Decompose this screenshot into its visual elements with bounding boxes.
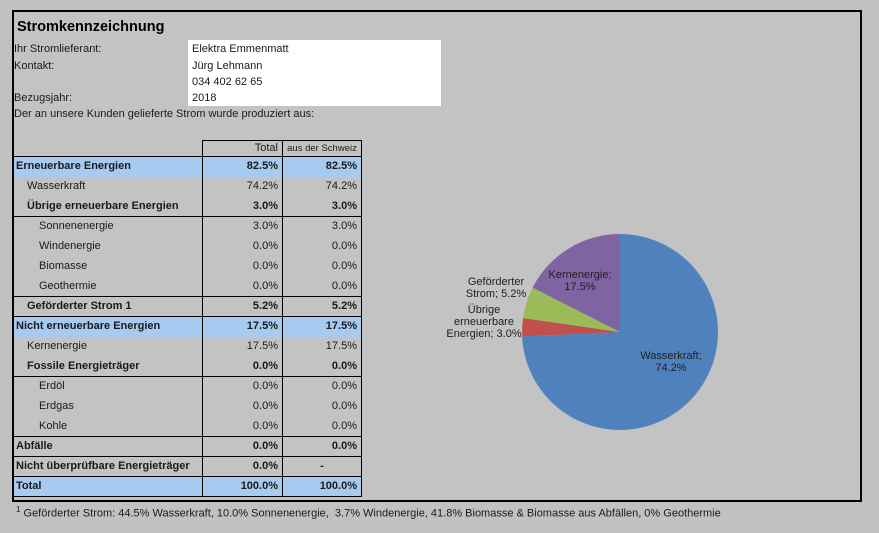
table-row <box>14 237 362 257</box>
table-row <box>14 457 362 477</box>
table-row <box>14 177 362 197</box>
footnote-text: Geförderter Strom: 44.5% Wasserkraft, 10.0% Sonnenenergie, 3.7% Windenergie, 41.8% Biomasse & Biomasse aus Abfällen, 0% Geothermie <box>20 507 721 520</box>
supplier-label: Ihr Stromlieferant: <box>14 43 102 55</box>
cell-swiss[interactable]: 0.0% <box>283 237 362 257</box>
cell-total[interactable]: 17.5% <box>202 337 283 357</box>
pie-label-0: Wasserkraft; 74.2% <box>640 350 702 374</box>
row-label[interactable]: Nicht erneuerbare Energien <box>16 320 161 332</box>
contact-name-value[interactable]: Jürg Lehmann <box>192 60 263 72</box>
table-row <box>14 297 362 317</box>
table-row <box>14 337 362 357</box>
cell-swiss[interactable]: 0.0% <box>283 437 362 456</box>
contact-label: Kontakt: <box>14 60 55 72</box>
row-label[interactable]: Übrige erneuerbare Energien <box>27 200 179 212</box>
table-body <box>14 156 362 497</box>
table-row <box>14 317 362 337</box>
row-label[interactable]: Erdgas <box>39 400 74 412</box>
pie-label-2: Geförderter Strom; 5.2% <box>465 276 527 300</box>
table-row <box>14 157 362 177</box>
cell-swiss[interactable]: 17.5% <box>283 337 362 357</box>
cell-swiss[interactable]: 17.5% <box>283 317 362 337</box>
cell-total[interactable]: 17.5% <box>202 317 283 337</box>
cell-total[interactable]: 0.0% <box>202 437 283 456</box>
cell-total[interactable]: 0.0% <box>202 357 283 376</box>
supplier-value[interactable]: Elektra Emmenmatt <box>192 43 289 55</box>
cell-swiss[interactable]: 0.0% <box>283 397 362 417</box>
table-row <box>14 257 362 277</box>
cell-total[interactable]: 82.5% <box>202 157 283 177</box>
row-label[interactable]: Geförderter Strom 1 <box>27 300 132 312</box>
table-row <box>14 397 362 417</box>
contact-phone-value[interactable]: 034 402 62 65 <box>192 76 263 88</box>
row-label[interactable]: Erdöl <box>39 380 65 392</box>
row-label[interactable]: Total <box>16 480 42 492</box>
cell-swiss[interactable]: 100.0% <box>283 477 362 496</box>
cell-total[interactable]: 0.0% <box>202 417 283 436</box>
cell-total[interactable]: 5.2% <box>202 297 283 316</box>
year-value[interactable]: 2018 <box>192 92 217 104</box>
intro-text: Der an unsere Kunden gelieferte Strom wurde produziert aus: <box>14 108 315 120</box>
row-label[interactable]: Erneuerbare Energien <box>16 160 131 172</box>
table-row <box>14 437 362 457</box>
cell-swiss[interactable]: 0.0% <box>283 257 362 277</box>
table-row <box>14 417 362 437</box>
cell-swiss[interactable]: 0.0% <box>283 277 362 296</box>
cell-total[interactable]: 100.0% <box>202 477 283 496</box>
pie-label-1: Übrige erneuerbare Energien; 3.0% <box>446 304 522 340</box>
table-row <box>14 197 362 217</box>
row-label[interactable]: Nicht überprüfbare Energieträger <box>16 460 190 472</box>
table-row <box>14 377 362 397</box>
cell-swiss[interactable]: 74.2% <box>283 177 362 197</box>
cell-total[interactable]: 3.0% <box>202 217 283 237</box>
cell-swiss[interactable]: 0.0% <box>283 417 362 436</box>
row-label[interactable]: Geothermie <box>39 280 97 292</box>
row-label[interactable]: Windenergie <box>39 240 101 252</box>
cell-swiss[interactable]: 3.0% <box>283 217 362 237</box>
cell-swiss[interactable]: 0.0% <box>283 357 362 376</box>
cell-swiss[interactable]: 5.2% <box>283 297 362 316</box>
cell-total[interactable]: 0.0% <box>202 457 283 476</box>
cell-total[interactable]: 0.0% <box>202 377 283 397</box>
header-spacer <box>14 140 202 156</box>
row-label[interactable]: Fossile Energieträger <box>27 360 140 372</box>
table-row <box>14 477 362 497</box>
row-label[interactable]: Kernenergie <box>27 340 87 352</box>
table-row <box>14 277 362 297</box>
table-row <box>14 217 362 237</box>
table-header-row <box>14 140 362 156</box>
table-row <box>14 357 362 377</box>
cell-swiss[interactable]: 82.5% <box>283 157 362 177</box>
footnote-marker: 1 <box>16 505 21 514</box>
header-swiss[interactable]: aus der Schweiz <box>283 140 362 156</box>
footnote <box>16 505 721 520</box>
cell-total[interactable]: 3.0% <box>202 197 283 216</box>
row-label[interactable]: Kohle <box>39 420 68 432</box>
pie-label-3: Kernenergie; 17.5% <box>548 269 612 293</box>
cell-total[interactable]: 0.0% <box>202 257 283 277</box>
cell-total[interactable]: 0.0% <box>202 277 283 296</box>
cell-swiss[interactable]: 0.0% <box>283 377 362 397</box>
year-label: Bezugsjahr: <box>14 92 73 104</box>
cell-swiss[interactable]: - <box>283 457 362 476</box>
row-label[interactable]: Sonnenenergie <box>39 220 114 232</box>
row-label[interactable]: Wasserkraft <box>27 180 86 192</box>
row-label[interactable]: Abfälle <box>16 440 53 452</box>
cell-total[interactable]: 74.2% <box>202 177 283 197</box>
energy-table <box>14 140 362 497</box>
cell-swiss[interactable]: 3.0% <box>283 197 362 216</box>
cell-total[interactable]: 0.0% <box>202 237 283 257</box>
row-label[interactable]: Biomasse <box>39 260 88 272</box>
pie-chart[interactable] <box>440 185 810 445</box>
header-total[interactable]: Total <box>202 140 283 156</box>
page-title: Stromkennzeichnung <box>17 19 165 35</box>
cell-total[interactable]: 0.0% <box>202 397 283 417</box>
